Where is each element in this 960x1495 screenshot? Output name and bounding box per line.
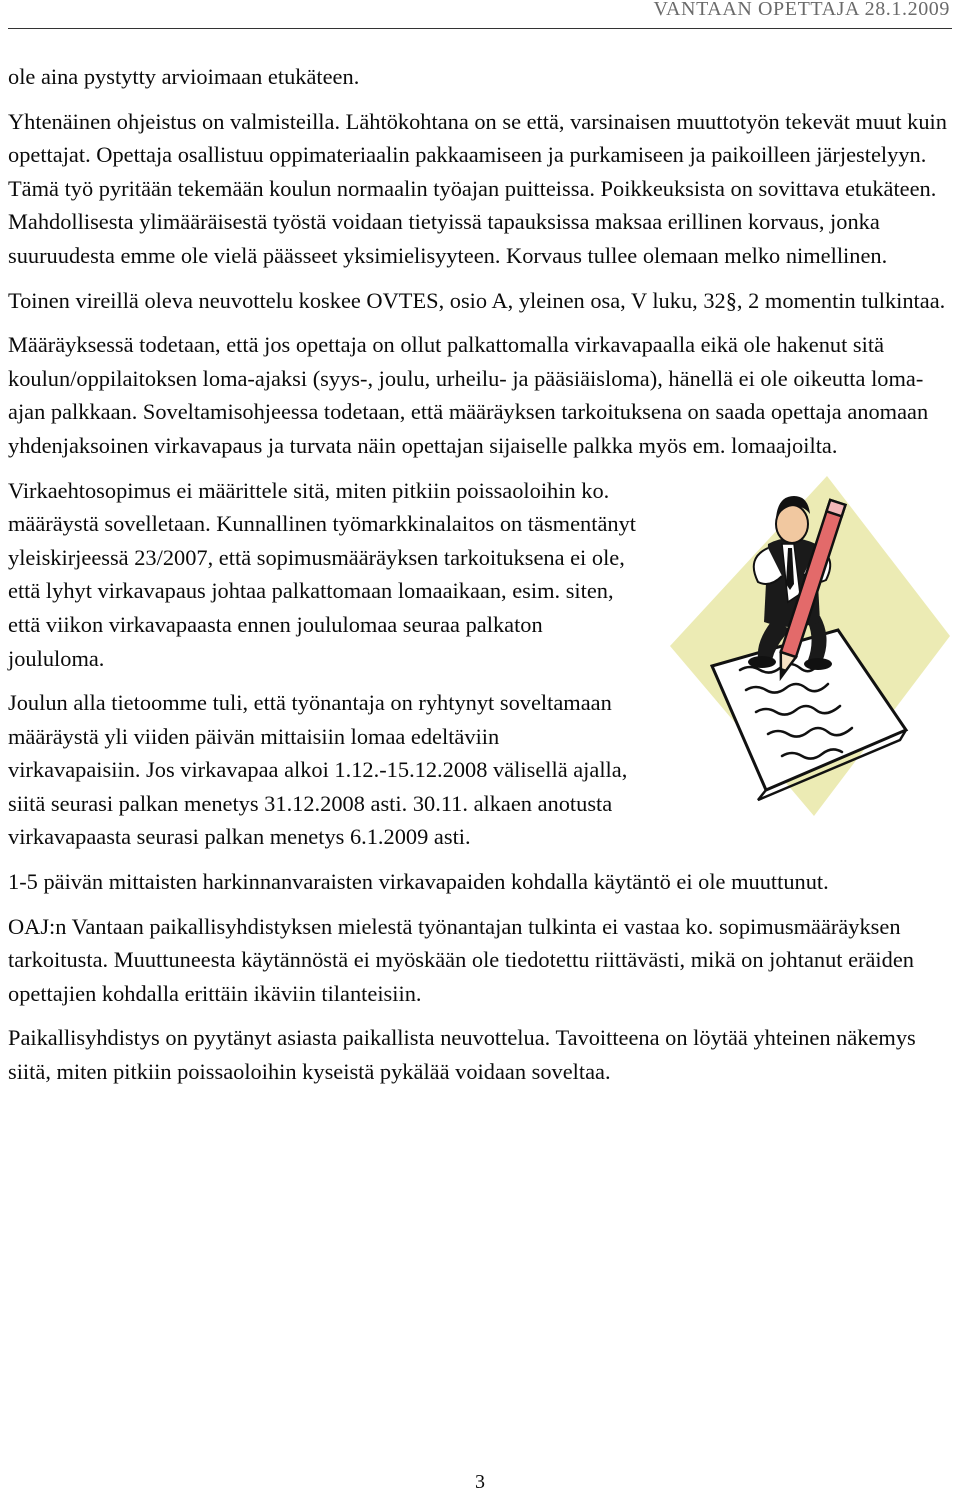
paragraph: Toinen vireillä oleva neuvottelu koskee OVTES, osio A, yleinen osa, V luku, 32§, 2 momentin tulkintaa. — [8, 287, 946, 313]
paragraph: Joulun alla tietoomme tuli, että työnantaja on ryhtynyt soveltamaan määräystä yli viiden päivän mittaisiin lomaa edeltäviin virkavapaisiin. Jos virkavapaa alkoi 1.12.-15.12.2008 välisellä ajalla, siitä seurasi palkan menetys 31.12.2008 asti. 30.11. alkaen anotusta virkavapaasta seurasi palkan menetys 6.1.2009 asti. — [8, 690, 628, 850]
paragraph: Virkaehtosopimus ei määrittele sitä, miten pitkiin poissaoloihin ko. määräystä sovelletaan. Kunnallinen työmarkkinalaitos on täsmentänyt yleiskirjeessä 23/2007, että sopimusmääräyksen tarkoituksena ei ole, että lyhyt virkavapaus johtaa palkattomaan lomaaikaan, esim. siten, että viikon virkavapaasta ennen joululomaa seuraa palkaton joululoma. — [8, 477, 636, 671]
publication-title: VANTAAN OPETTAJA 28.1.2009 — [653, 0, 950, 20]
article-body — [8, 60, 952, 1100]
left-shoe — [748, 656, 776, 668]
clip-art-illustration — [642, 468, 952, 820]
paragraph: Yhtenäinen ohjeistus on valmisteilla. Lähtökohtana on se että, varsinaisen muuttotyön tekevät muut kuin opettajat. Opettaja osallistuu oppimateriaalin pakkaamiseen ja purkamiseen ja paikoilleen järjestelyyn. Tämä työ pyritään tekemään koulun normaalin työajan puitteissa. Poikkeuksista on sovittava etukäteen. Mahdollisesta ylimääräisestä työstä voidaan tietyissä tapauksissa maksaa erillinen korvaus, jonka suuruudesta emme ole vielä päässeet yksimielisyyteen. Korvaus tullee olemaan melko nimellinen. — [8, 108, 947, 268]
paragraph: 1-5 päivän mittaisten harkinnanvaraisten virkavapaiden kohdalla käytäntö ei ole muuttunut. — [8, 869, 829, 895]
paragraph: Määräyksessä todetaan, että jos opettaja on ollut palkattomalla virkavapaalla eikä ole hakenut sitä koulun/oppilaitoksen loma-ajaksi (syys-, joulu, urheilu- ja pääsiäisloma), hänellä ei ole oikeutta loma-ajan palkkaan. Soveltamisohjeessa todetaan, että määräyksen tarkoituksena on saada opettaja anomaan yhdenjaksoinen virkavapaus ja turvata näin opettajan sijaiselle palkka myös em. lomaajoilta. — [8, 332, 929, 458]
person-writing-with-giant-pencil-icon — [642, 468, 952, 820]
paragraph: ole aina pystytty arvioimaan etukäteen. — [8, 64, 360, 89]
paragraph: Paikallisyhdistys on pyytänyt asiasta paikallista neuvottelua. Tavoitteena on löytää yhteinen näkemys siitä, miten pitkiin poissaoloihin kyseistä pykälää voidaan soveltaa. — [8, 1025, 916, 1085]
paragraph: OAJ:n Vantaan paikallisyhdistyksen mielestä työnantajan tulkinta ei vastaa ko. sopimusmääräyksen tarkoitusta. Muuttuneesta käytännöstä ei myöskään ole tiedotettu riittävästi, mikä on johtanut eräiden opettajien kohdalla erittäin ikäviin tilanteisiin. — [8, 913, 914, 1006]
right-shoe — [804, 658, 832, 670]
page-number: 3 — [475, 1471, 485, 1493]
page-header — [8, 0, 952, 29]
